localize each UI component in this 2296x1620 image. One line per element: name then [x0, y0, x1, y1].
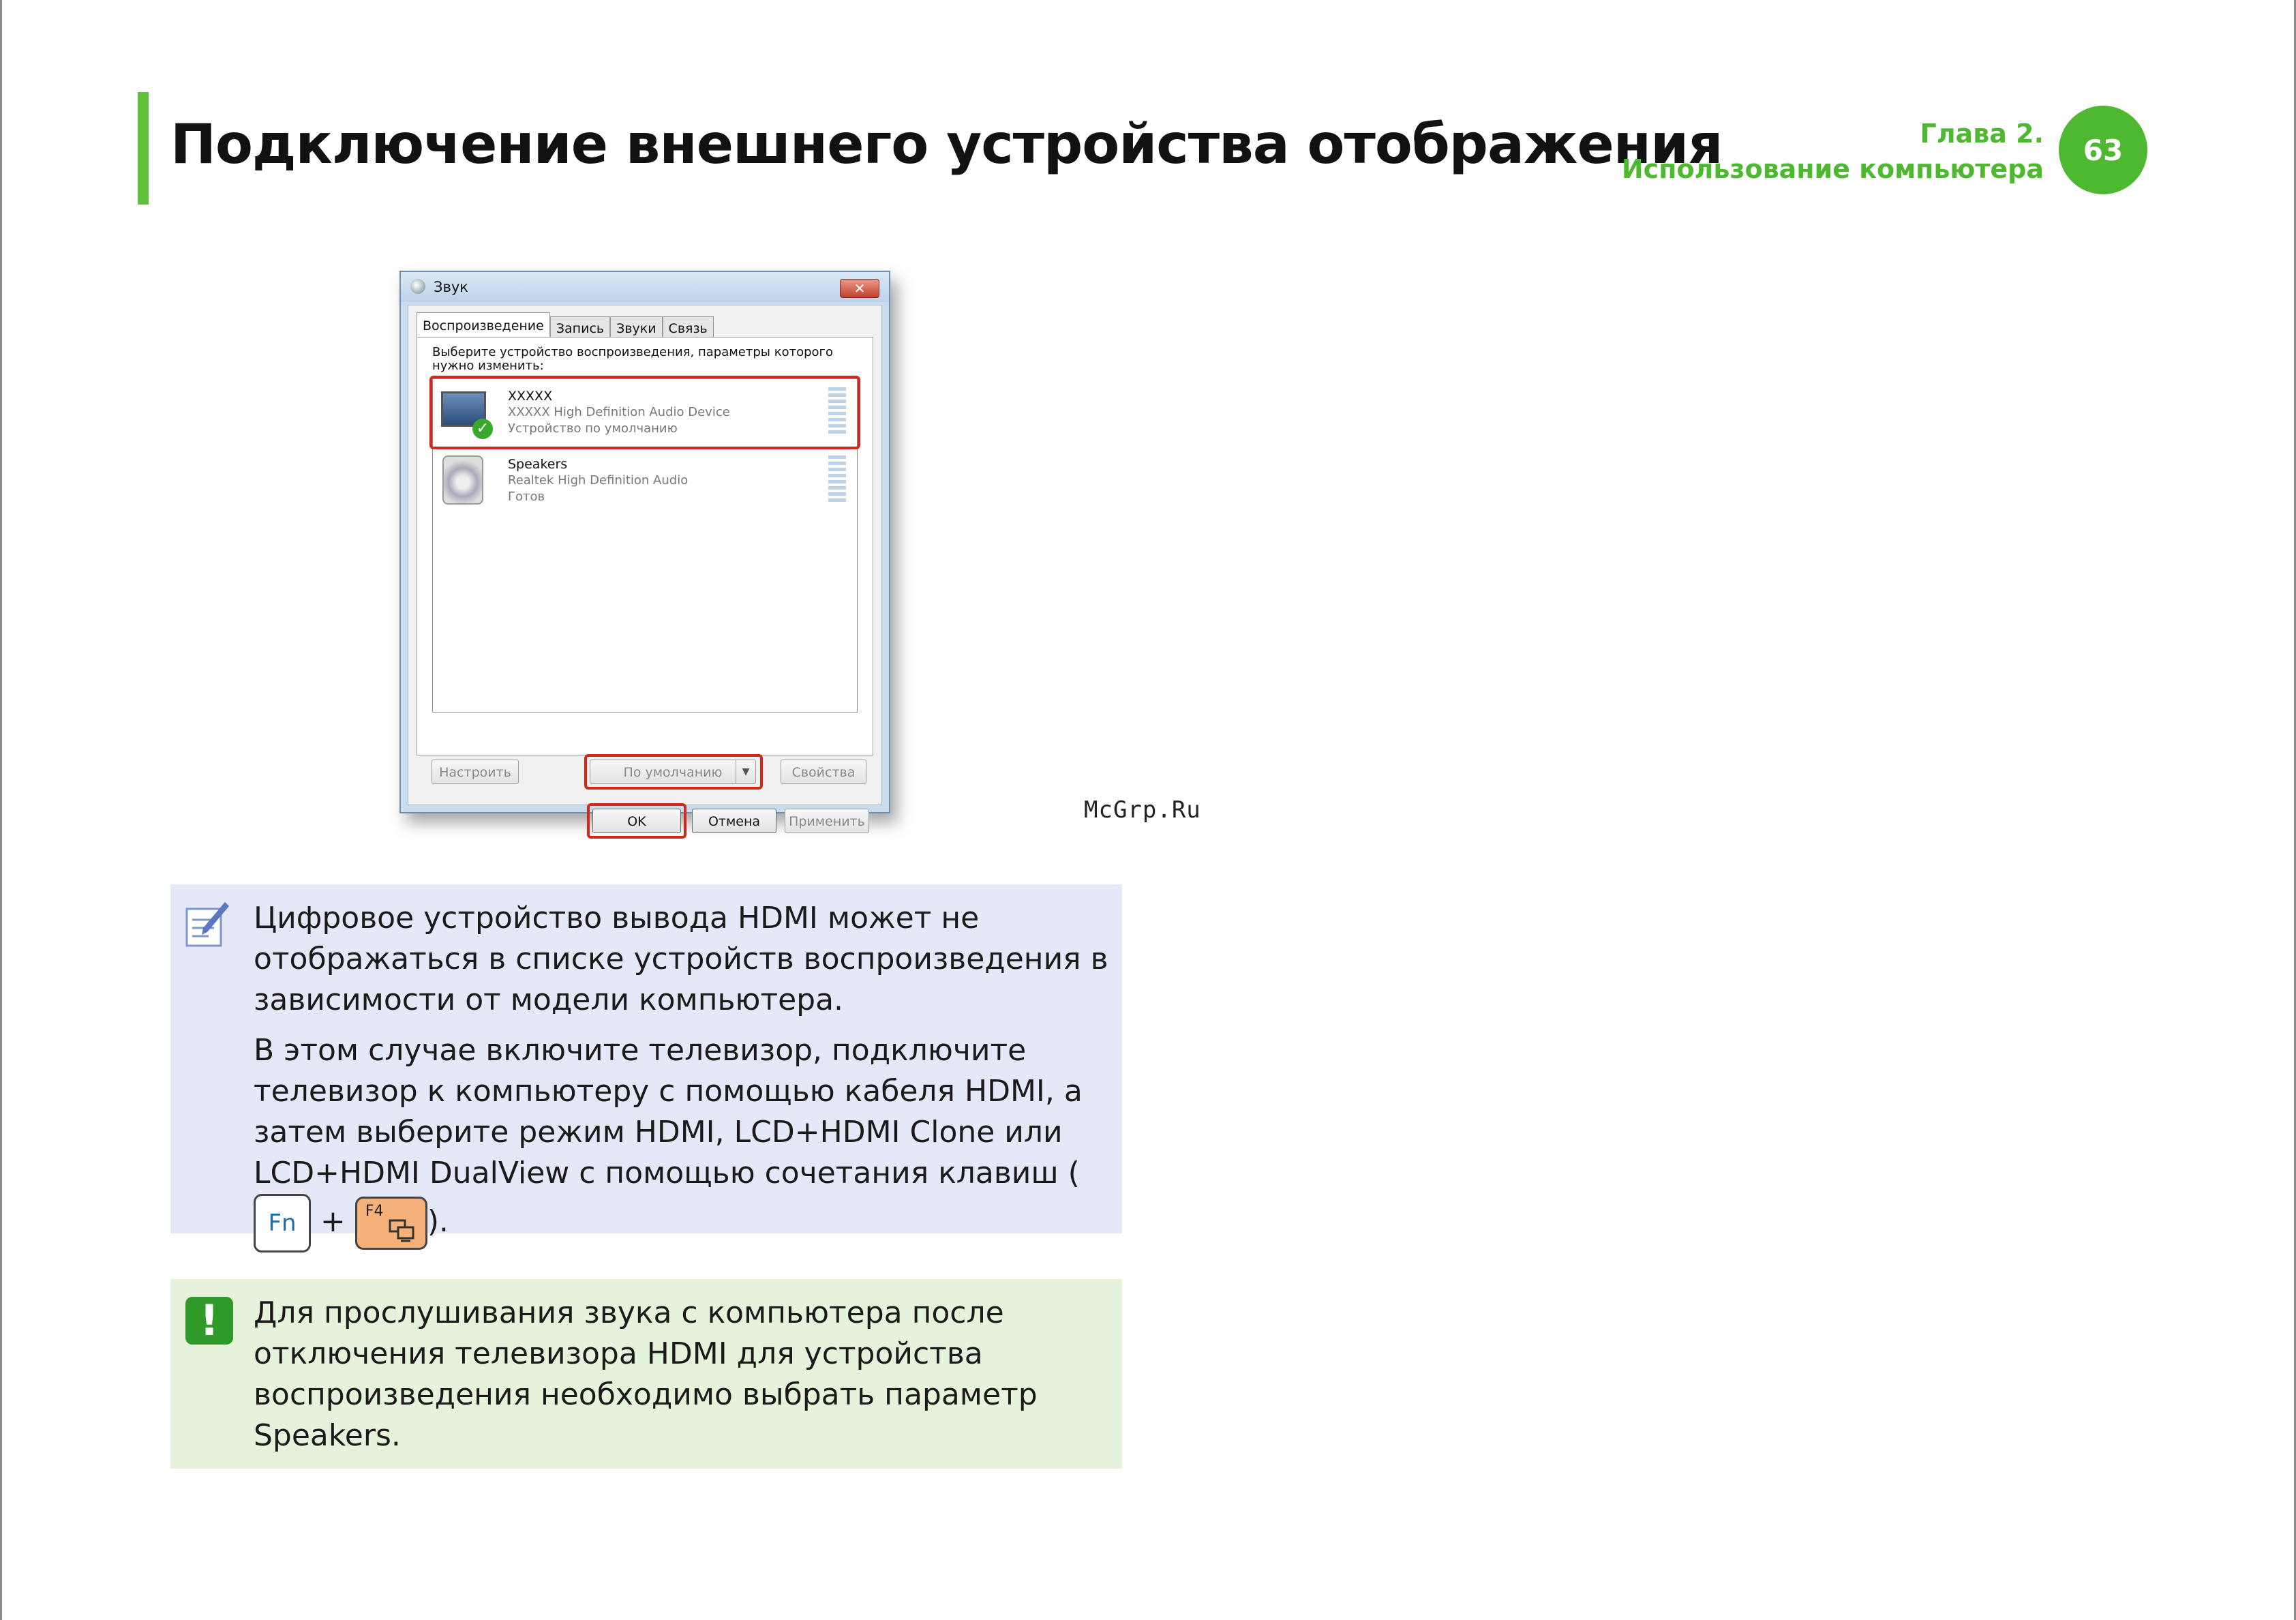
fn-key: Fn — [254, 1194, 311, 1252]
exclamation-icon: ! — [185, 1297, 233, 1345]
highlight-frame-ok — [587, 803, 686, 839]
note-text — [254, 898, 1113, 1262]
checkmark-icon: ✓ — [472, 419, 493, 439]
note-paragraph-1: Цифровое устройство вывода HDMI может не отображаться в списке устройств воспроизведения в зависимости от модели компьютера. — [254, 901, 1108, 1017]
tab-recording[interactable]: Запись — [550, 316, 610, 339]
speaker-app-icon — [410, 279, 425, 294]
warning-text: Для прослушивания звука с компьютера после отключения телевизора HDMI для устройства воспроизведения необходимо выбрать параметр Speakers. — [254, 1295, 1038, 1453]
cancel-button[interactable]: Отмена — [692, 809, 776, 833]
plus-sign: + — [320, 1204, 346, 1239]
apply-button[interactable]: Применить — [785, 809, 869, 833]
dialog-titlebar — [401, 272, 889, 302]
page-title: Подключение внешнего устройства отображения — [170, 112, 1723, 176]
set-default-label: По умолчанию — [623, 765, 723, 780]
tab-communications[interactable]: Связь — [663, 316, 714, 339]
highlight-frame-default — [584, 754, 763, 790]
level-meter — [828, 455, 846, 505]
note-paragraph-2-text: В этом случае включите телевизор, подключите телевизор к компьютеру с помощью кабеля HDMI, а затем выберите режим HDMI, LCD+HDMI Clone или LCD+HDMI DualView с помощью сочетания клавиш ( — [254, 1033, 1083, 1190]
f4-key — [355, 1197, 427, 1250]
device-driver: Realtek High Definition Audio — [508, 473, 689, 487]
instruction-text: Выберите устройство воспроизведения, параметры которого нужно изменить: — [432, 345, 834, 373]
chapter-title: Использование компьютера — [1621, 154, 2044, 184]
f4-key-label: F4 — [365, 1203, 384, 1220]
speaker-icon — [442, 455, 483, 505]
warning-box — [170, 1279, 1122, 1469]
dropdown-arrow-icon: ▼ — [736, 760, 755, 783]
device-status: Готов — [508, 490, 545, 504]
tab-sounds[interactable]: Звуки — [610, 316, 662, 339]
note-box — [170, 884, 1122, 1239]
device-item-speakers[interactable] — [433, 447, 857, 515]
tab-strip — [417, 312, 714, 337]
device-name: Speakers — [508, 457, 568, 472]
dialog-title: Звук — [434, 279, 468, 295]
device-status: Устройство по умолчанию — [508, 421, 678, 436]
note-pencil-icon — [184, 899, 230, 948]
properties-button[interactable]: Свойства — [781, 760, 866, 784]
chapter-number: Глава 2. — [1920, 119, 2044, 149]
note-paragraph-2 — [254, 1030, 1113, 1252]
playback-panel — [417, 337, 873, 755]
device-name: XXXXX — [508, 389, 553, 404]
title-accent-bar — [138, 92, 149, 205]
note-close-paren: ). — [427, 1204, 449, 1239]
dialog-body — [408, 305, 882, 829]
highlight-frame-device — [429, 376, 860, 449]
configure-button[interactable]: Настроить — [432, 760, 519, 784]
tab-playback[interactable]: Воспроизведение — [417, 312, 550, 342]
sound-dialog — [399, 271, 890, 829]
ok-button[interactable]: OK — [592, 809, 681, 833]
watermark: McGrp.Ru — [1084, 796, 1201, 824]
close-button[interactable]: ✕ — [840, 279, 879, 298]
page-number-badge: 63 — [2059, 106, 2147, 194]
display-switch-icon — [389, 1219, 416, 1242]
device-driver: XXXXX High Definition Audio Device — [508, 405, 730, 419]
chapter-label — [1622, 116, 2044, 187]
